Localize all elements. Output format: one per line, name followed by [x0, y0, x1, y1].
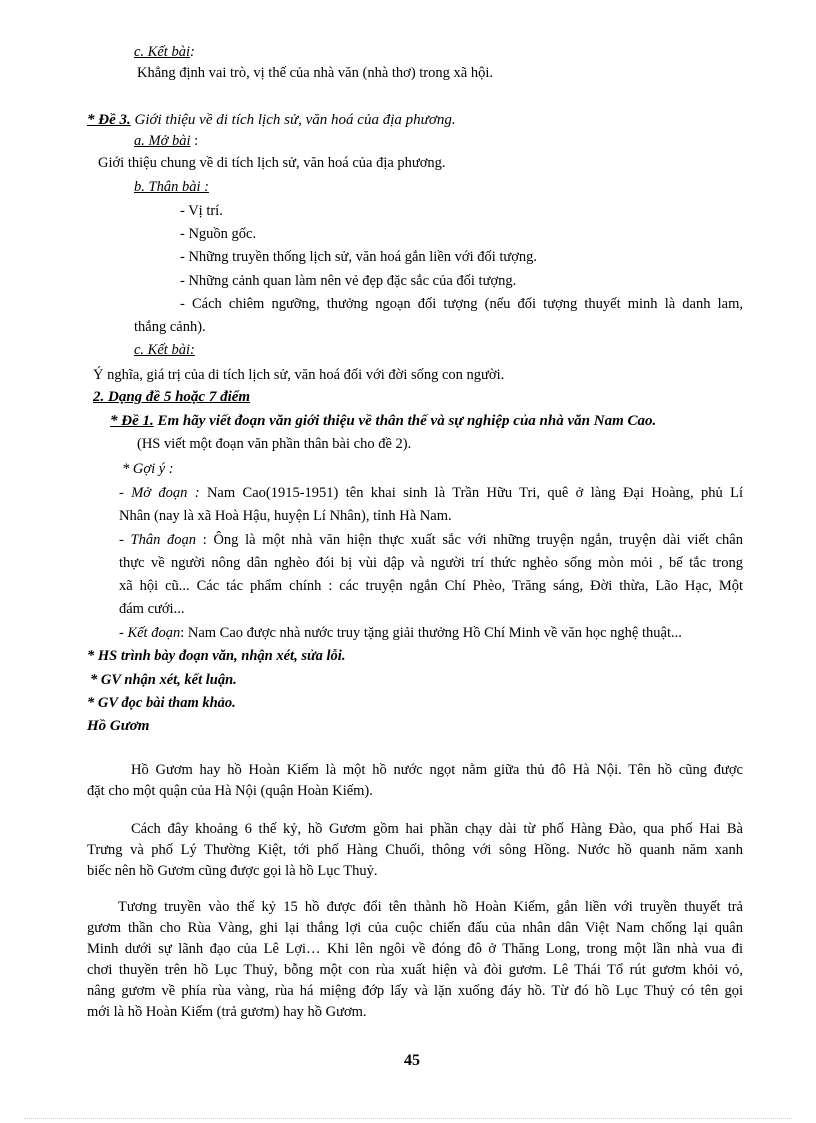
ho-guom-title: Hồ Gươm [87, 718, 150, 734]
goi-y: * Gợi ý : [122, 461, 174, 477]
than-bai-item: - Những truyền thống lịch sử, văn hoá gắn liền với đối tượng. [180, 249, 538, 265]
than-bai-item: - Những cảnh quan làm nên vẻ đẹp đặc sắc của đối tượng. [180, 273, 517, 289]
than-doan-text: : Ông là một nhà văn hiện thực xuất sắc với những truyện ngắn, truyện dài viết chân [196, 532, 743, 548]
de1-label: * Đề 1. [110, 413, 154, 429]
ket-bai-2-heading: c. Kết bài: [134, 342, 195, 358]
than-doan-line: thực về người nông dân nghèo đói bị vùi dập và người trí thức nghèo sống mòn mỏi , bế tắc trong [119, 555, 743, 571]
ket-doan-label: - Kết đoạn [119, 625, 181, 641]
paragraph-line: Trưng và phố Lý Thường Kiệt, tới phố Hàng Chuối, thông với sông Hồng. Nước hồ quanh năm xanh [87, 842, 743, 858]
mo-bai-heading [134, 132, 198, 150]
paragraph-line: đặt cho một quận của Hà Nội (quận Hoàn Kiếm). [87, 783, 373, 799]
paragraph-line: Minh dưới sự lãnh đạo của Lê Lợi… Khi lên ngôi về đóng đô ở Thăng Long, trong một lần nhà vua đi [87, 941, 743, 957]
than-bai-heading: b. Thân bài : [134, 179, 209, 195]
ket-bai-2-text: Ý nghĩa, giá trị của di tích lịch sử, văn hoá đối với đời sống con người. [93, 367, 505, 383]
paragraph-line: mới là hồ Hoàn Kiếm (trả gươm) hay hồ Gươm. [87, 1004, 367, 1020]
than-bai-item: - Vị trí. [180, 203, 223, 219]
hs-note: * HS trình bày đoạn văn, nhận xét, sửa lỗi. [87, 648, 346, 664]
mo-doan-line: Nhân (nay là xã Hoà Hậu, huyện Lí Nhân), tỉnh Hà Nam. [119, 508, 452, 524]
than-doan-line [119, 531, 743, 549]
paragraph-line: Hồ Gươm hay hồ Hoàn Kiếm là một hồ nước ngọt nằm giữa thủ đô Hà Nội. Tên hồ cũng được [131, 762, 743, 778]
paragraph-line: Tương truyền vào thế kỷ 15 hồ được đổi tên thành hồ Hoàn Kiếm, gắn liền với truyền thuyết trả [118, 899, 743, 915]
gv-note-2: * GV đọc bài tham khảo. [87, 695, 236, 711]
de1-title: Em hãy viết đoạn văn giới thiệu về thân thế và sự nghiệp của nhà văn Nam Cao. [153, 413, 657, 429]
de3-heading [87, 111, 456, 129]
paragraph-line: gươm thần cho Rùa Vàng, ghi lại thắng lợi của cuộc chiến đấu của nhân dân Việt Nam chống lại quân [87, 920, 743, 936]
than-bai-item: - Nguồn gốc. [180, 226, 257, 242]
de1-note: (HS viết một đoạn văn phần thân bài cho đề 2). [137, 436, 412, 452]
page-bottom-divider [24, 1118, 792, 1119]
mo-doan-label: - Mở đoạn : [119, 485, 200, 501]
ket-bai-colon: : [189, 44, 195, 60]
paragraph-line: Cách đây khoảng 6 thế kỷ, hồ Gươm gồm hai phần chạy dài từ phố Hàng Đào, qua phố Hai Bà [131, 821, 743, 837]
ket-bai-label: c. Kết bài [134, 44, 190, 60]
than-doan-line: xã hội cũ... Các tác phẩm chính : các truyện ngắn Chí Phèo, Trăng sáng, Đời thừa, Lão Hạc, Một [119, 578, 743, 594]
mo-bai-label: a. Mở bài [134, 133, 191, 149]
paragraph-line: biếc nên hồ Gươm cũng được gọi là hồ Lục Thuỷ. [87, 863, 378, 879]
than-doan-label: - Thân đoạn [119, 532, 197, 548]
ket-bai-heading [134, 43, 195, 61]
mo-doan-text: Nam Cao(1915-1951) tên khai sinh là Trần Hữu Tri, quê ở làng Đại Hoàng, phủ Lí [199, 485, 744, 501]
mo-doan-line [119, 484, 743, 502]
mo-bai-text: Giới thiệu chung về di tích lịch sử, văn hoá của địa phương. [98, 155, 446, 171]
ket-doan-line [119, 624, 682, 642]
section2-heading: 2. Dạng đề 5 hoặc 7 điểm [93, 389, 251, 405]
de3-label: * Đề 3. [87, 112, 131, 128]
ket-doan-text: : Nam Cao được nhà nước truy tặng giải thưởng Hồ Chí Minh về văn học nghệ thuật... [180, 625, 682, 641]
ket-bai-text: Khẳng định vai trò, vị thế của nhà văn (nhà thơ) trong xã hội. [137, 65, 493, 81]
gv-note-1: * GV nhận xét, kết luận. [90, 672, 237, 688]
paragraph-line: chơi thuyền trên hồ Lục Thuỷ, bỗng một con rùa xuất hiện và đòi gươm. Lê Thái Tổ rút gươm khỏi vỏ, [87, 962, 743, 978]
than-doan-line: đám cưới... [119, 601, 185, 617]
page-number: 45 [404, 1052, 420, 1069]
than-bai-item: - Cách chiêm ngưỡng, thưởng ngoạn đối tượng (nếu đối tượng thuyết minh là danh lam, [180, 296, 743, 312]
paragraph-line: nâng gươm về phía rùa vàng, rùa há miệng đớp lấy và lặn xuống đáy hồ. Từ đó hồ Lục Thuỷ có tên gọi [87, 983, 743, 999]
than-bai-item-cont: thắng cảnh). [134, 319, 206, 335]
mo-bai-colon: : [190, 133, 199, 149]
de3-title: Giới thiệu về di tích lịch sử, văn hoá của địa phương. [130, 112, 456, 128]
de1-heading [110, 412, 656, 430]
